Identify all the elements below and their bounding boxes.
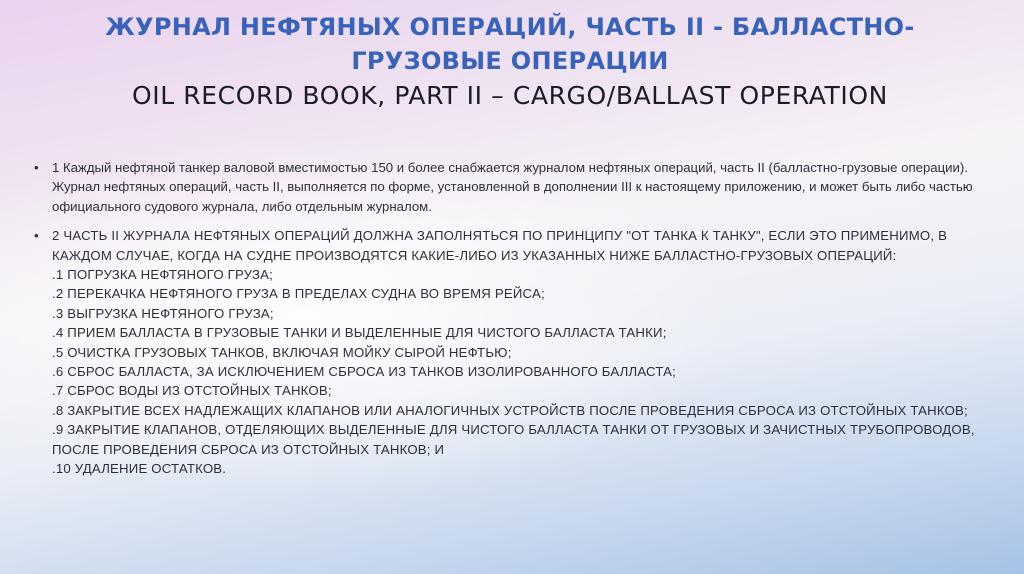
bullet-marker: • — [34, 228, 39, 244]
bullet-text: 1 Каждый нефтяной танкер валовой вместимостью 150 и более снабжается журналом нефтяных операций, часть II (балластно-грузовые операции). Журнал нефтяных операций, часть II, выполняется по форме, установленной в дополнении III к настоящему приложению, и может быть либо частью официального судового журнала, либо отдельным журналом. — [52, 160, 973, 214]
list-item: .5 ОЧИСТКА ГРУЗОВЫХ ТАНКОВ, ВКЛЮЧАЯ МОЙКУ СЫРОЙ НЕФТЬЮ; — [52, 344, 512, 360]
list-item: .10 УДАЛЕНИЕ ОСТАТКОВ. — [52, 461, 227, 477]
bullet-text: 2 ЧАСТЬ II ЖУРНАЛА НЕФТЯНЫХ ОПЕРАЦИЙ ДОЛЖНА ЗАПОЛНЯТЬСЯ ПО ПРИНЦИПУ "ОТ ТАНКА К ТАНКУ", ЕСЛИ ЭТО ПРИМЕНИМО, В КАЖДОМ СЛУЧАЕ, КОГДА НА СУДНЕ ПРОИЗВОДЯТСЯ КАКИЕ-ЛИБО ИЗ УКАЗАННЫХ НИЖЕ БАЛЛАСТНО-ГРУЗОВЫХ ОПЕРАЦИЙ: — [52, 228, 948, 263]
list-item: .9 ЗАКРЫТИЕ КЛАПАНОВ, ОТДЕЛЯЮЩИХ ВЫДЕЛЕННЫЕ ДЛЯ ЧИСТОГО БАЛЛАСТА ТАНКИ ОТ ГРУЗОВЫХ И ЗАЧИСТНЫХ ТРУБОПРОВОДОВ, ПОСЛЕ ПРОВЕДЕНИЯ СБРОСА ИЗ ОТСТОЙНЫХ ТАНКОВ; И — [52, 422, 975, 457]
list-item: .4 ПРИЕМ БАЛЛАСТА В ГРУЗОВЫЕ ТАНКИ И ВЫДЕЛЕННЫЕ ДЛЯ ЧИСТОГО БАЛЛАСТА ТАНКИ; — [52, 325, 667, 341]
list-item: .8 ЗАКРЫТИЕ ВСЕХ НАДЛЕЖАЩИХ КЛАПАНОВ ИЛИ АНАЛОГИЧНЫХ УСТРОЙСТВ ПОСЛЕ ПРОВЕДЕНИЯ СБРОСА ИЗ ОТСТОЙНЫХ ТАНКОВ; — [52, 402, 968, 418]
bullet-paragraph-2 — [34, 226, 994, 478]
slide-body — [34, 158, 994, 489]
list-item: .1 ПОГРУЗКА НЕФТЯНОГО ГРУЗА; — [52, 267, 273, 283]
slide-title — [60, 10, 960, 114]
list-item: .6 СБРОС БАЛЛАСТА, ЗА ИСКЛЮЧЕНИЕМ СБРОСА ИЗ ТАНКОВ ИЗОЛИРОВАННОГО БАЛЛАСТА; — [52, 364, 677, 380]
title-russian-line-2: ГРУЗОВЫЕ ОПЕРАЦИИ — [351, 47, 669, 75]
list-item: .7 СБРОС ВОДЫ ИЗ ОТСТОЙНЫХ ТАНКОВ; — [52, 383, 332, 399]
title-russian-line-1: ЖУРНАЛ НЕФТЯНЫХ ОПЕРАЦИЙ, ЧАСТЬ II - БАЛЛАСТНО- — [105, 13, 915, 41]
bullet-marker: • — [34, 160, 39, 175]
list-item: .2 ПЕРЕКАЧКА НЕФТЯНОГО ГРУЗА В ПРЕДЕЛАХ СУДНА ВО ВРЕМЯ РЕЙСА; — [52, 286, 545, 302]
bullet-paragraph-1 — [34, 158, 994, 216]
list-item: .3 ВЫГРУЗКА НЕФТЯНОГО ГРУЗА; — [52, 305, 274, 321]
title-english: OIL RECORD BOOK, PART II – CARGO/BALLAST OPERATION — [131, 81, 888, 110]
